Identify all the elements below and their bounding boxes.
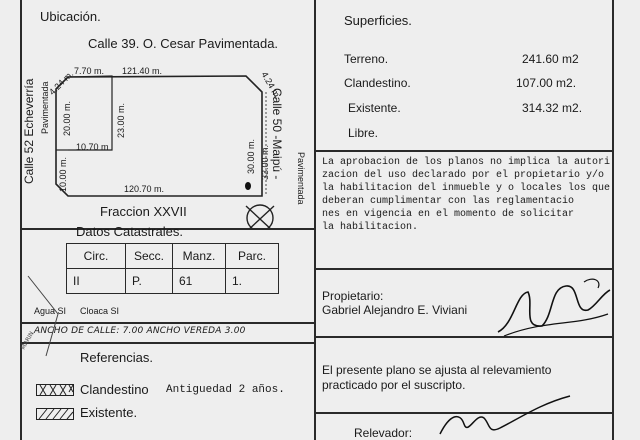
relevamiento-line-1: El presente plano se ajusta al relevamiento [322,363,552,377]
plot-outline [56,76,262,196]
dim-diag-tl: 4.24 m. [47,68,76,98]
owner-signature [484,274,614,344]
superficie-existente-label: Existente. [348,101,401,115]
catastral-header-circ: Circ. [67,244,126,269]
street-right-note: Pavimentada [296,152,306,205]
superficie-libre-label: Libre. [348,126,379,140]
north-arrow-icon [246,205,274,228]
street-top-label: Calle 39. O. Cesar Pavimentada. [88,36,279,51]
dim-top-big: 121.40 m. [122,66,163,76]
superficie-clandestino-value: 107.00 m2. [516,76,577,90]
relevamiento-line-2: practicado por el suscripto. [322,378,466,392]
dim-diag-tr: 4.24 m. [259,70,284,101]
street-left-note: Pavimentada [40,81,50,134]
catastral-header-row [67,244,279,269]
aprobacion-line-1: La aprobacion de los planos no implica la autori [322,157,611,168]
dim-left-bottom: 10.00 m. [58,156,68,192]
dim-inner-bottom: 10.70 m [76,142,109,152]
right-divider-aprobacion [314,268,614,270]
aprobacion-line-4: deberan cumplimentar con las reglamentacio [322,196,575,207]
catastral-header-manz: Manz. [173,244,226,269]
superficie-clandestino-label: Clandestino. [344,76,411,90]
aprobacion-line-6: la habilitacion. [322,222,419,233]
legend-existente-label: Existente. [80,405,138,420]
dim-bottom: 120.70 m. [124,184,165,194]
fraccion-label: Fraccion XXVII [100,204,187,219]
aprobacion-line-3: la habilitacion del inmueble y o locales los que [322,183,611,194]
legend-clandestino-swatch [36,384,74,396]
svg-text:MARIN: MARIN [19,330,36,351]
catastral-header-parc: Parc. [226,244,279,269]
superficie-existente-value: 314.32 m2. [522,101,583,115]
catastrales-title: Datos Catastrales. [76,224,183,239]
street-left-label: Calle 52 Echeverría [22,78,36,184]
catastral-value-circ: II [67,269,126,294]
ancho-note: ANCHO DE CALLE: 7.00 ANCHO VEREDA 3.00 [34,326,246,336]
dim-top-small: 7.70 m. [74,66,105,76]
outer-right-border [612,0,614,440]
relevador-label: Relevador: [354,426,413,440]
propietario-name: Gabriel Alejandro E. Viviani [322,303,468,317]
legend-clandestino-label: Clandestino [80,382,149,397]
catastral-header-secc: Secc. [126,244,173,269]
aprobacion-line-5: nes en vigencia en el momento de solicitar [322,209,575,220]
aprobacion-line-2: zacion del uso declarado por el propietario y/o [322,170,605,181]
ubicacion-title: Ubicación. [40,9,101,24]
superficies-title: Superficies. [344,13,412,28]
stamp-seal-icon [18,274,72,358]
superficie-terreno-value: 241.60 m2 [522,52,579,66]
cloaca-label: Cloaca SI [80,306,120,316]
legend-existente-swatch [36,408,74,420]
plot-mark [245,182,251,190]
referencias-title: Referencias. [80,350,153,365]
relevador-signature [430,384,580,440]
agua-label: Agua SI [34,306,67,316]
dim-inner-right: 23.00 m. [116,102,126,138]
dim-right-b: 33.00 m. [260,144,270,180]
right-divider-superficies [314,150,614,152]
propietario-label: Propietario: [322,289,384,303]
plot-inner-lot [68,76,112,150]
street-right-label: Calle 50 -Maipú - [270,88,284,180]
legend-clandestino-antiguedad: Antiguedad 2 años. [166,384,285,396]
dim-inner-left: 20.00 m. [62,100,72,136]
superficie-terreno-label: Terreno. [344,52,389,66]
catastral-value-row [67,269,279,294]
catastral-value-secc: P. [126,269,173,294]
catastral-value-parc: 1. [226,269,279,294]
dim-right-a: 30.00 m. [246,138,256,174]
catastral-value-manz: 61 [173,269,226,294]
catastral-table [66,243,279,294]
